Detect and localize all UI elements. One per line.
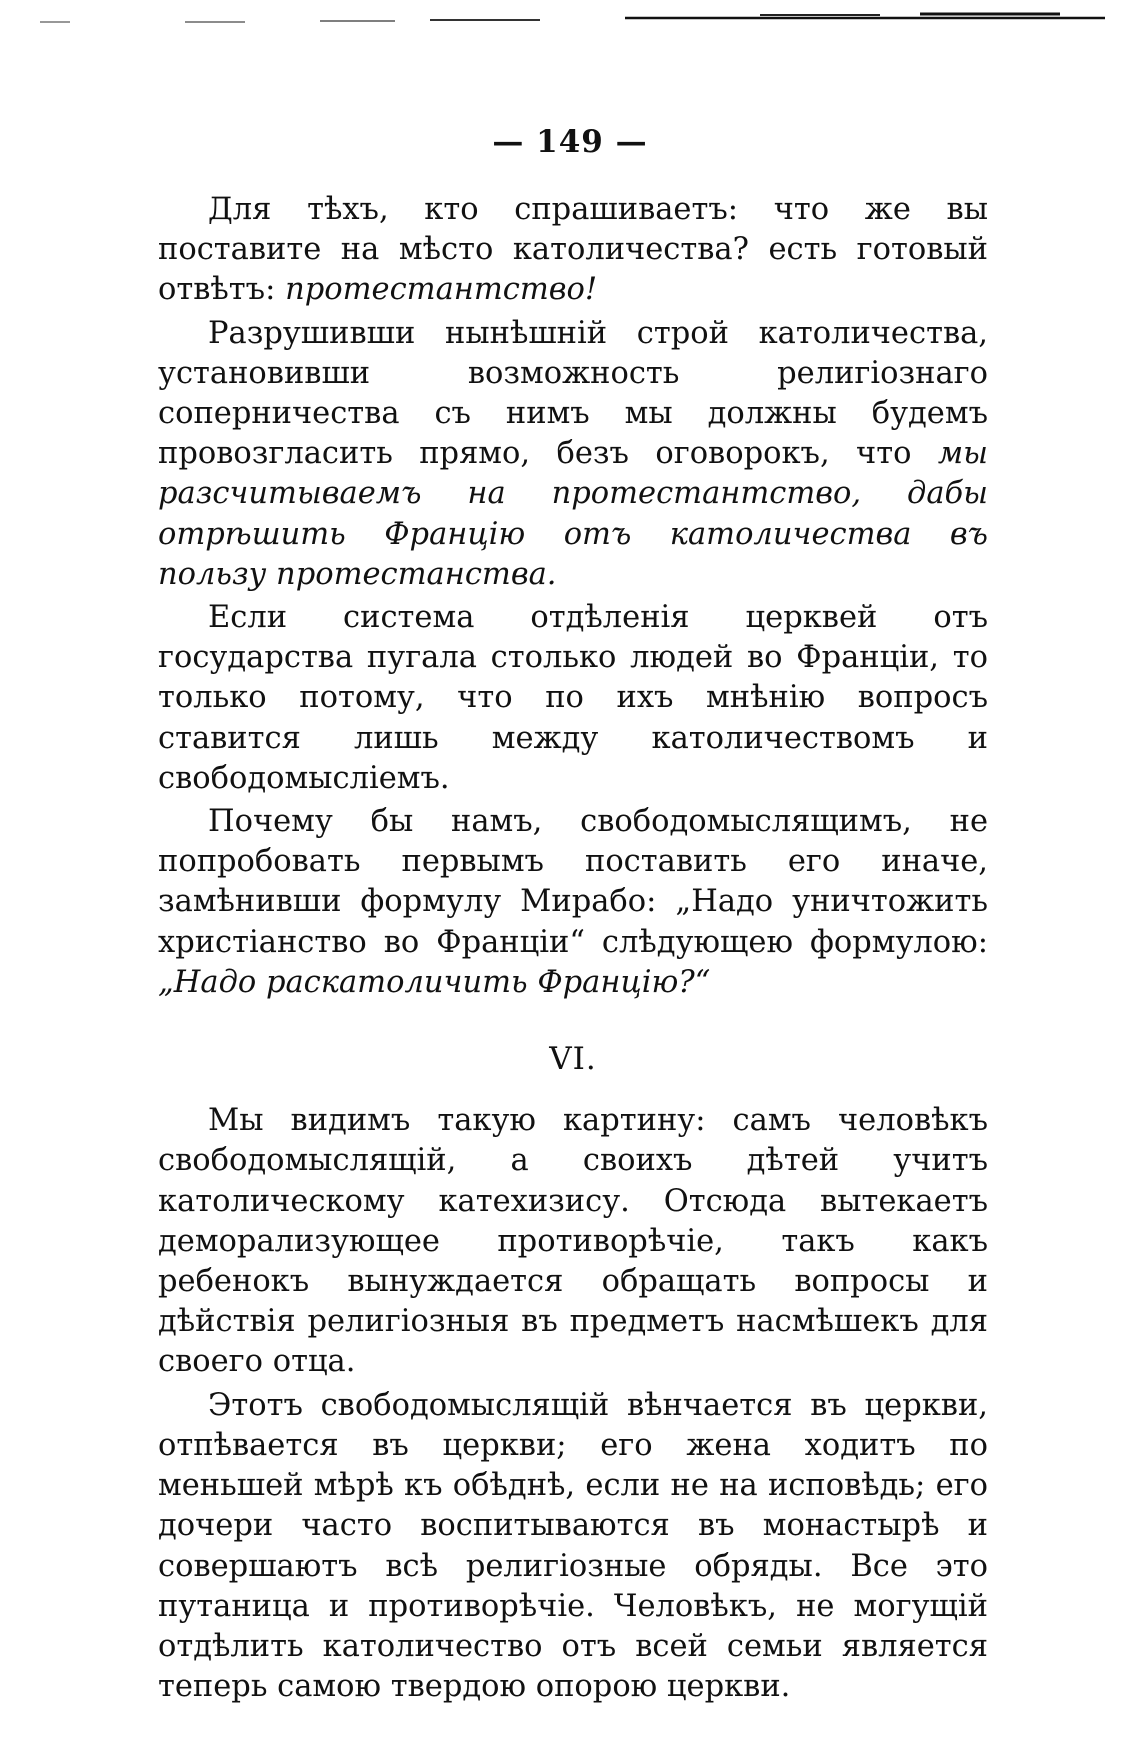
paragraph-3 [158, 598, 988, 799]
paragraph-4-emphasis: „Надо раскатоличить Францію?“ [158, 964, 711, 1000]
paragraph-3-text: Если система отдѣленія церквей отъ государства пугала столько людей во Франціи, то только потому, что по ихъ мнѣнію вопросъ ставится лишь между католичествомъ и свободомысліемъ. [158, 600, 988, 796]
paragraph-2-text: Разрушивши нынѣшній строй католичества, установивши возможность религіознаго соперничества съ нимъ мы должны будемъ провозгласить прямо, безъ оговорокъ, что [158, 315, 988, 472]
paragraph-5-text: Мы видимъ такую картину: самъ человѣкъ свободомыслящій, а своихъ дѣтей учитъ католическому катехизису. Отсюда вытекаетъ деморализующее противорѣчіе, такъ какъ ребенокъ вынуждается обращать вопросы и дѣйствія религіозныя въ предметъ насмѣшекъ для своего отца. [158, 1103, 988, 1380]
paragraph-1-text: Для тѣхъ, кто спрашиваетъ: что же вы поставите на мѣсто католичества? есть готовый отвѣтъ: [158, 192, 988, 308]
paragraph-2 [158, 314, 988, 595]
paragraph-6 [158, 1386, 988, 1708]
top-border-rules [0, 0, 1140, 30]
paragraph-1-emphasis: протестантство! [285, 272, 598, 308]
page-number: — 149 — [492, 124, 648, 160]
paragraph-6-text: Этотъ свободомыслящій вѣнчается въ церкви, отпѣвается въ церкви; его жена ходитъ по меньшей мѣрѣ къ обѣднѣ, если не на исповѣдь; его дочери часто воспитываются въ монастырѣ и совершаютъ всѣ религіозные обряды. Все это путаница и противорѣчіе. Человѣкъ, не могущій отдѣлить католичество отъ всей семьи является теперь самою твердою опорою церкви. [158, 1387, 988, 1705]
paragraph-1 [158, 190, 988, 311]
paragraph-4-text: Почему бы намъ, свободомыслящимъ, не попробовать первымъ поставить его иначе, замѣнивши формулу Мирабо: „Надо уничтожить христіанство во Франціи“ слѣдующею формулою: [158, 804, 988, 960]
paragraph-2-emphasis: мы разсчитываемъ на протестантство, дабы отрѣшить Францію отъ католичества въ пользу протестанства. [158, 436, 988, 592]
body-text [158, 190, 988, 1710]
paragraph-5 [158, 1101, 988, 1382]
section-heading: VI. [549, 1041, 597, 1078]
paragraph-4 [158, 802, 988, 1003]
